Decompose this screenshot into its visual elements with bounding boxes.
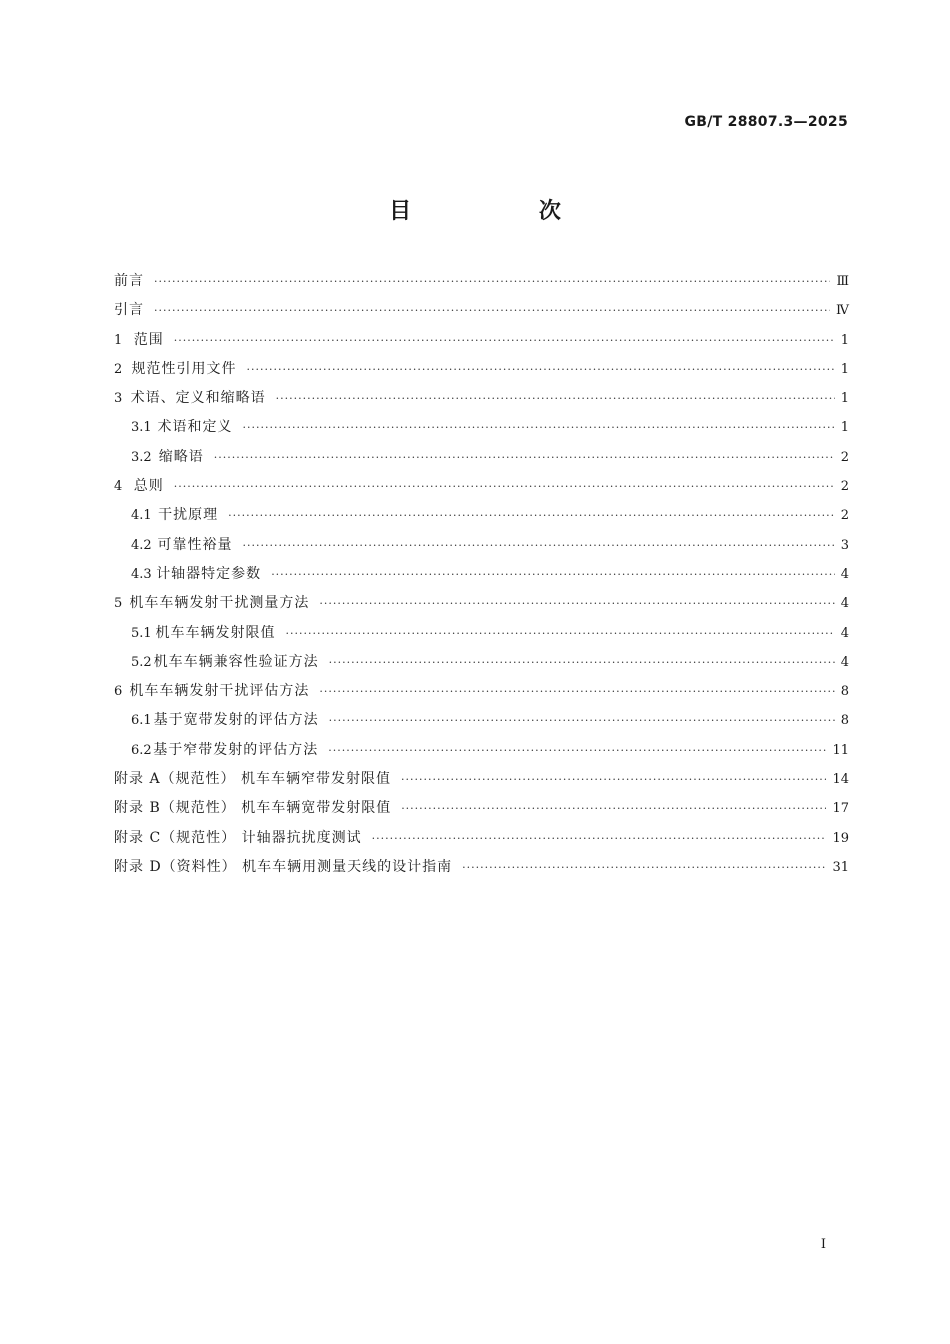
toc-entry-annex-d[interactable] [114, 856, 849, 885]
toc-entry-number: 4.3 [131, 566, 152, 582]
toc-entry-page: 1 [840, 332, 849, 348]
toc-entry-label: 机车车辆兼容性验证方法 [153, 653, 319, 670]
table-of-contents [114, 270, 849, 885]
toc-entry-number: 3 [114, 391, 123, 407]
toc-entry-label: 干扰原理 [158, 507, 219, 524]
toc-leader-dots [154, 304, 830, 317]
toc-entry-4-3[interactable] [114, 563, 849, 592]
toc-leader-dots [154, 275, 830, 288]
toc-entry-6-2[interactable] [114, 739, 849, 768]
toc-leader-dots [214, 451, 835, 464]
toc-entry-2[interactable] [114, 358, 849, 387]
toc-entry-label: 规范性引用文件 [131, 360, 237, 377]
toc-entry-page: 17 [832, 801, 849, 817]
toc-leader-dots [242, 539, 834, 552]
toc-entry-page: 4 [840, 566, 849, 582]
toc-entry-page: 4 [840, 654, 849, 670]
page-title: 目 次 [389, 199, 621, 224]
toc-entry-number: 5.1 [131, 625, 152, 641]
toc-entry-label: 基于宽带发射的评估方法 [153, 712, 319, 729]
toc-leader-dots [174, 480, 835, 493]
toc-entry-page: 1 [840, 420, 849, 436]
toc-entry-4-1[interactable] [114, 504, 849, 533]
toc-entry-label: 基于窄带发射的评估方法 [153, 741, 319, 758]
toc-entry-page: 1 [840, 361, 849, 377]
toc-entry-annex-a[interactable] [114, 768, 849, 797]
toc-entry-page: 1 [840, 391, 849, 407]
toc-entry-page: Ⅲ [836, 274, 849, 289]
toc-entry-label: 可靠性裕量 [157, 536, 233, 553]
toc-leader-dots [319, 597, 834, 610]
toc-entry-1[interactable] [114, 329, 849, 358]
toc-entry-label: 缩略语 [158, 448, 204, 465]
toc-entry-label: 机车车辆发射干扰评估方法 [129, 683, 310, 700]
toc-leader-dots [401, 802, 826, 815]
toc-entry-page: 19 [832, 830, 849, 846]
toc-entry-4[interactable] [114, 475, 849, 504]
toc-entry-label: 总则 [133, 478, 164, 495]
toc-entry-label: 术语和定义 [157, 419, 233, 436]
toc-entry-3-2[interactable] [114, 446, 849, 475]
toc-entry-page: 3 [840, 537, 849, 553]
toc-leader-dots [401, 773, 826, 786]
toc-entry-number: 5.2 [131, 654, 152, 670]
toc-entry-label: 附录 C（规范性） 计轴器抗扰度测试 [114, 829, 362, 846]
toc-entry-5-1[interactable] [114, 622, 849, 651]
toc-leader-dots [286, 627, 835, 640]
standard-number: GB/T 28807.3—2025 [684, 114, 848, 130]
toc-entry-number: 5 [114, 596, 123, 612]
toc-entry-page: 14 [832, 772, 849, 788]
toc-leader-dots [328, 744, 826, 757]
toc-entry-page: 2 [840, 449, 849, 465]
toc-entry-annex-c[interactable] [114, 827, 849, 856]
toc-entry-label: 附录 A（规范性） 机车车辆窄带发射限值 [114, 771, 392, 788]
toc-entry-label: 附录 D（资料性） 机车车辆用测量天线的设计指南 [114, 858, 453, 875]
toc-entry-label: 引言 [114, 302, 144, 319]
toc-entry-label: 机车车辆发射干扰测量方法 [129, 595, 310, 612]
toc-entry-annex-b[interactable] [114, 797, 849, 826]
toc-leader-dots [329, 714, 835, 727]
toc-leader-dots [462, 861, 826, 874]
toc-entry-5-2[interactable] [114, 651, 849, 680]
toc-entry-page: 4 [840, 596, 849, 612]
toc-entry-number: 1 [114, 332, 123, 348]
toc-entry-5[interactable] [114, 592, 849, 621]
toc-entry-page: 2 [840, 479, 849, 495]
toc-entry-page: 8 [840, 713, 849, 729]
toc-entry-label: 计轴器特定参数 [156, 565, 262, 582]
toc-entry-label: 前言 [114, 273, 144, 289]
toc-leader-dots [271, 568, 835, 581]
toc-entry-number: 3.1 [131, 420, 152, 436]
toc-entry-page: 4 [840, 625, 849, 641]
toc-leader-dots [372, 832, 827, 845]
toc-entry-page: Ⅳ [836, 303, 849, 319]
toc-entry-number: 3.2 [131, 449, 152, 465]
toc-entry-6[interactable] [114, 680, 849, 709]
toc-entry-number: 4 [114, 479, 123, 495]
toc-leader-dots [319, 685, 834, 698]
page-number: I [820, 1237, 826, 1252]
toc-entry-number: 4.1 [131, 508, 152, 524]
toc-entry-number: 6.2 [131, 742, 152, 758]
toc-entry-page: 2 [840, 508, 849, 524]
toc-entry-number: 2 [114, 361, 123, 377]
toc-entry-4-2[interactable] [114, 534, 849, 563]
toc-entry-3[interactable] [114, 387, 849, 416]
toc-entry-label: 附录 B（规范性） 机车车辆宽带发射限值 [114, 800, 392, 817]
toc-entry-number: 6 [114, 684, 123, 700]
toc-entry-3-1[interactable] [114, 416, 849, 445]
toc-entry-6-1[interactable] [114, 709, 849, 738]
toc-entry-number: 4.2 [131, 537, 152, 553]
toc-leader-dots [242, 421, 834, 434]
toc-leader-dots [276, 392, 835, 405]
toc-entry-page: 11 [832, 742, 849, 758]
toc-leader-dots [247, 363, 835, 376]
toc-entry-label: 术语、定义和缩略语 [130, 390, 266, 407]
toc-entry-foreword[interactable] [114, 270, 849, 299]
toc-entry-page: 31 [832, 859, 849, 875]
toc-entry-number: 6.1 [131, 713, 152, 729]
toc-entry-page: 8 [840, 684, 849, 700]
toc-leader-dots [174, 334, 835, 347]
toc-entry-label: 范围 [133, 331, 164, 348]
toc-entry-introduction[interactable] [114, 299, 849, 328]
toc-leader-dots [329, 656, 835, 669]
toc-leader-dots [228, 509, 835, 522]
toc-entry-label: 机车车辆发射限值 [155, 624, 276, 641]
